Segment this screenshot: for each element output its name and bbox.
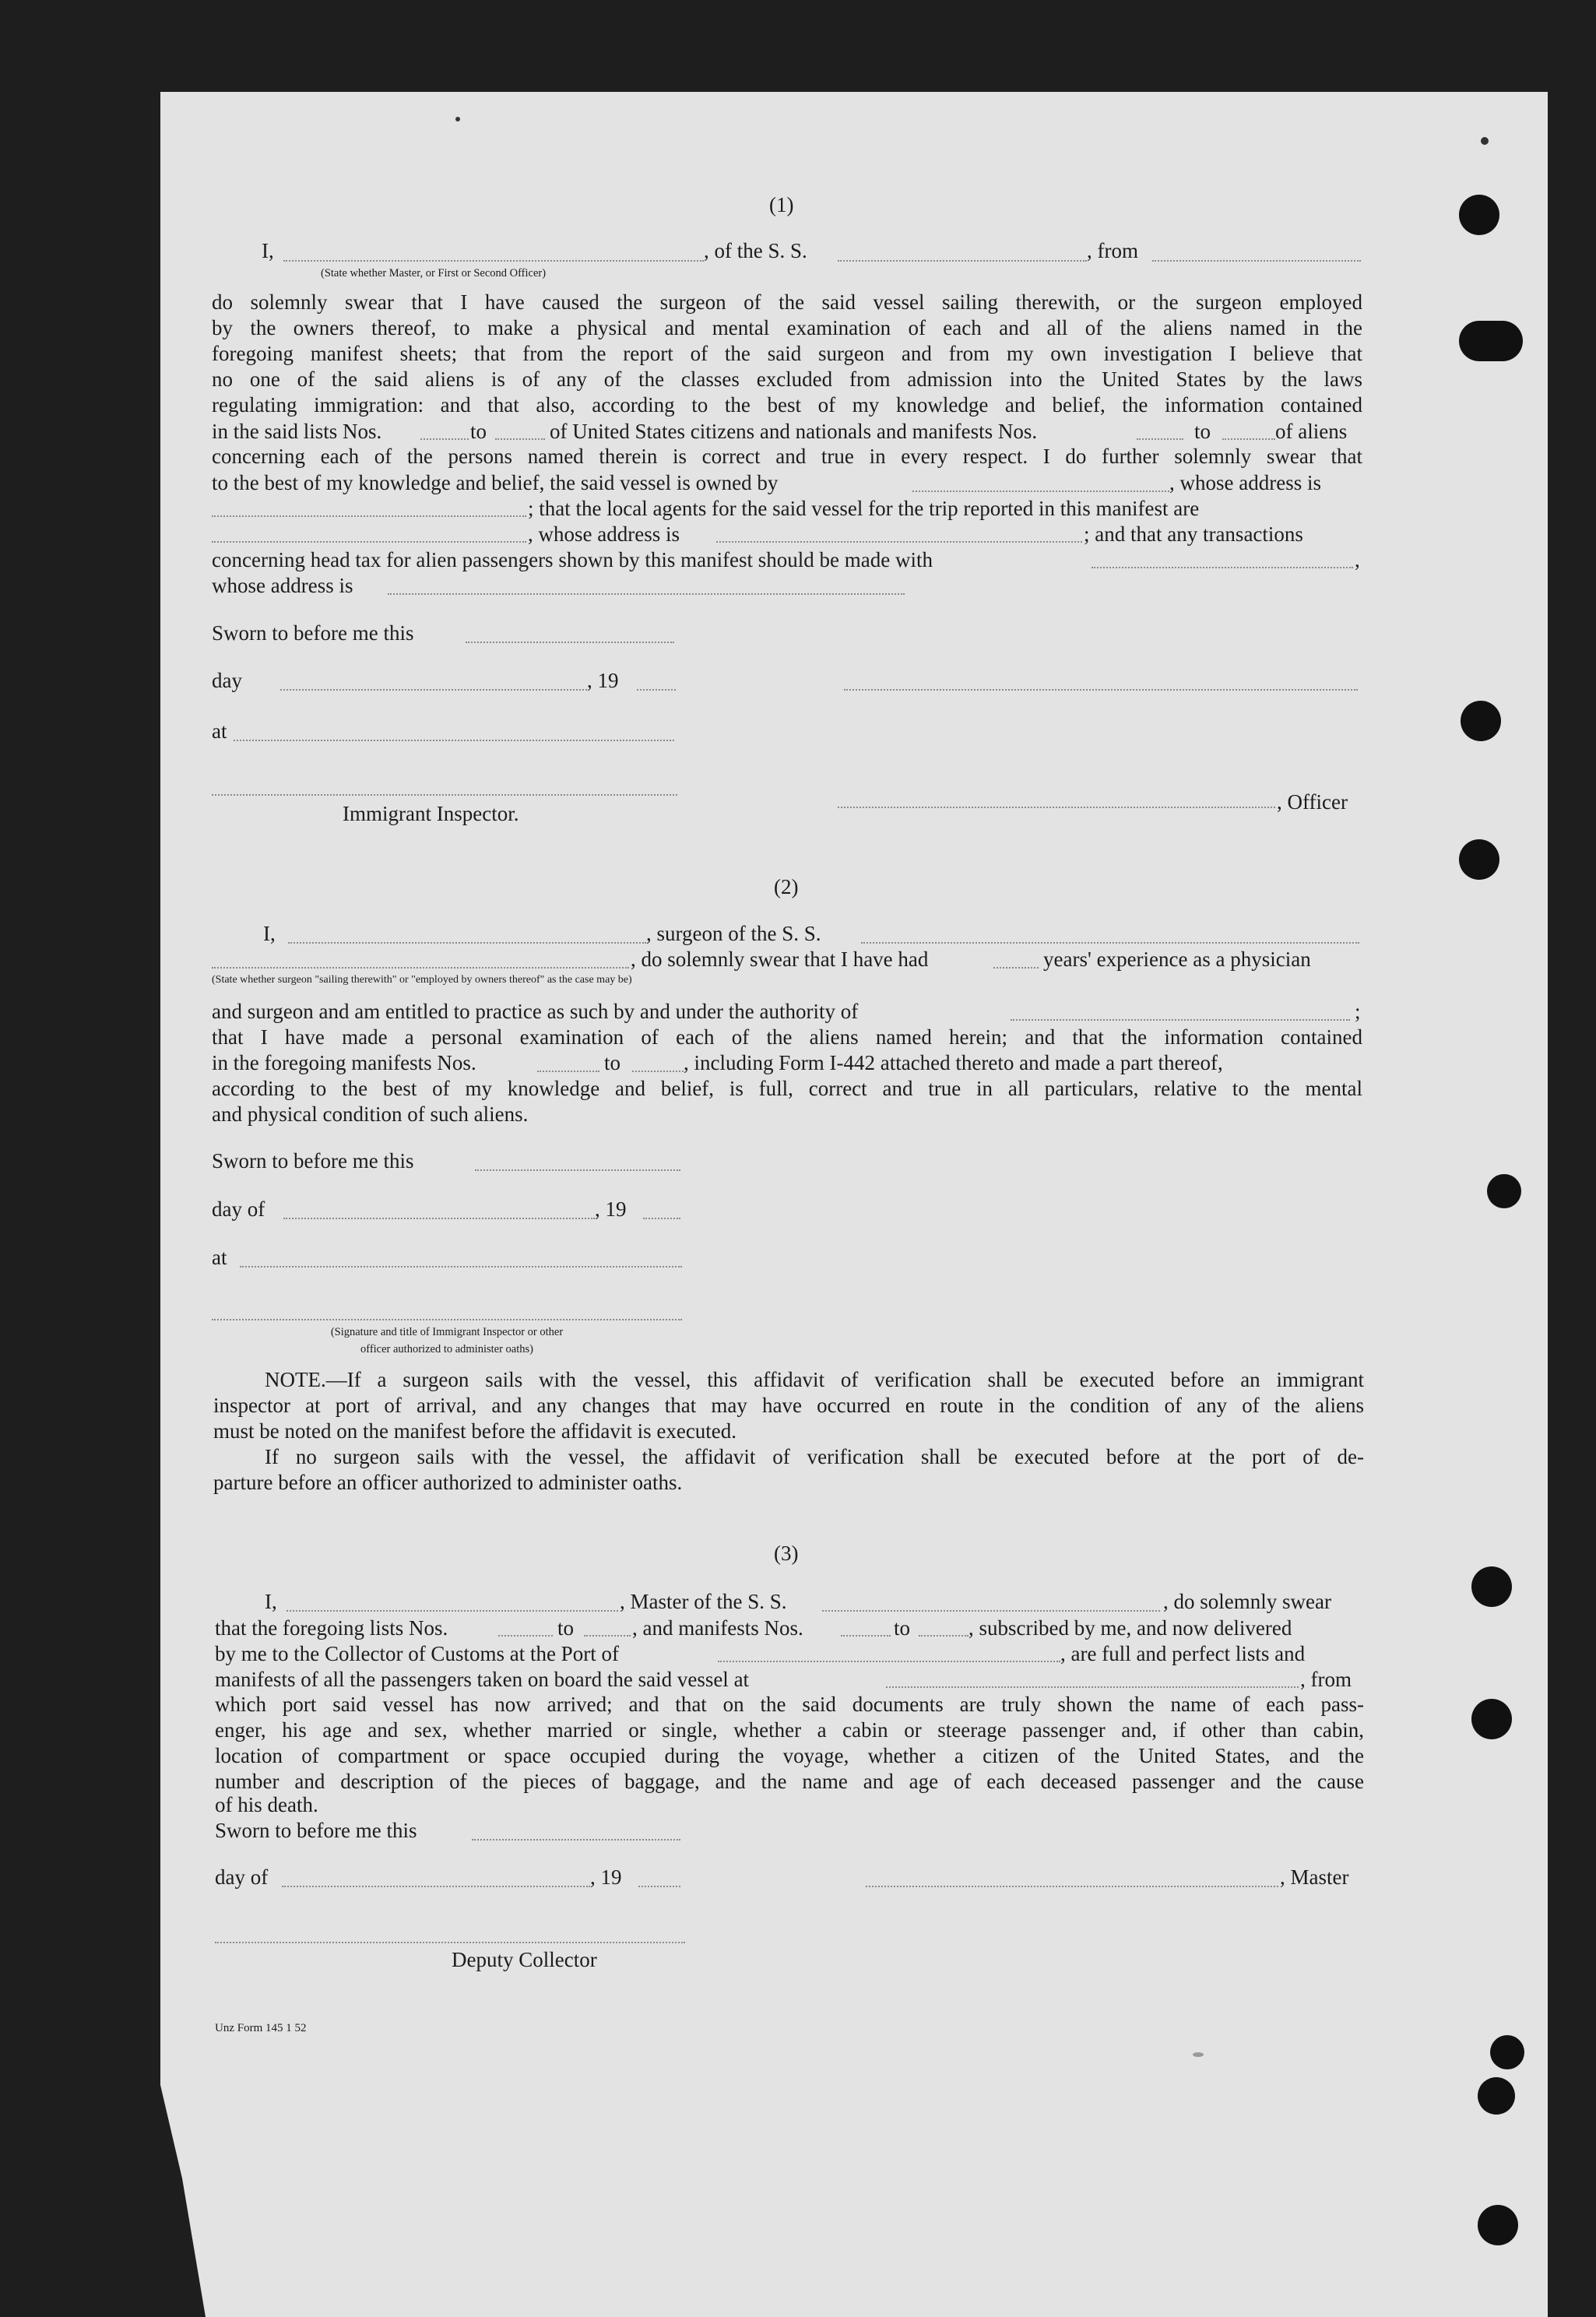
blank-year: [643, 1218, 680, 1219]
note-line-4: If no surgeon sails with the vessel, the affidavit of verification shall be executed before at the port of de-: [265, 1445, 1364, 1468]
note-line-1: NOTE.—If a surgeon sails with the vessel, this affidavit of verification shall be executed before an immigrant: [265, 1368, 1364, 1391]
blank-board-port: [886, 1686, 1299, 1688]
blank-master-signature: [866, 1886, 1278, 1887]
officer-label: , Officer: [1277, 790, 1348, 814]
speck: [1481, 137, 1489, 145]
blank-head-tax: [1092, 567, 1353, 568]
of-the-ss-label: , of the S. S.: [704, 239, 807, 262]
sworn-label: Sworn to before me this: [215, 1819, 417, 1842]
blank-agents: [212, 541, 526, 543]
and-manifests-label: , and manifests Nos.: [632, 1616, 803, 1640]
whose-address-label: whose address is: [212, 574, 353, 597]
s1-line-5: regulating immigration: and that also, according to the best of my knowledge and belief, the information contained: [212, 393, 1362, 417]
from-label: , from: [1300, 1668, 1352, 1691]
section-number-1: (1): [769, 193, 794, 216]
blank-head-tax-address: [388, 593, 905, 595]
from-label: , from: [1087, 239, 1138, 262]
to-label: to: [470, 420, 487, 443]
blank-s3-manifest-from: [841, 1635, 891, 1637]
blank-officer-name: [283, 260, 704, 262]
sworn-label: Sworn to before me this: [212, 1149, 414, 1173]
transactions-label: ; and that any transactions: [1084, 522, 1303, 546]
binder-hole: [1459, 195, 1499, 235]
blank-month: [280, 689, 587, 691]
intro-i: I,: [263, 922, 276, 945]
s3-line-1: which port said vessel has now arrived; and that on the said documents are truly shown the name of each pass-: [215, 1693, 1364, 1716]
binder-hole: [1471, 1699, 1512, 1739]
blank-surgeon-type: [212, 967, 629, 969]
blank-master-ship: [822, 1610, 1160, 1612]
binder-hole: [1459, 321, 1523, 361]
blank-inspector-signature: [212, 794, 677, 796]
officer-note: (State whether Master, or First or Second Officer): [321, 267, 547, 280]
to-label: to: [1194, 420, 1211, 443]
immigrant-inspector-label: Immigrant Inspector.: [343, 802, 519, 825]
blank-year: [638, 1886, 680, 1887]
blank-s3-list-from: [498, 1635, 553, 1637]
s2-line-2: and physical condition of such aliens.: [212, 1102, 529, 1126]
agents-address-label: , whose address is: [528, 522, 680, 546]
authority-semicolon: ;: [1355, 1000, 1361, 1023]
signature-note-1: (Signature and title of Immigrant Inspector or other: [330, 1326, 564, 1338]
day-of-label: day of: [212, 1197, 265, 1221]
blank-from-port: [1152, 260, 1361, 262]
authority-label: and surgeon and am entitled to practice as such by and under the authority of: [212, 1000, 859, 1023]
form-i442-label: , including Form I-442 attached thereto and made a part thereof,: [684, 1051, 1223, 1074]
s3-line-5: of his death.: [215, 1793, 318, 1816]
s2-examination: that I have made a personal examination of each of the aliens named herein; and that the information contained: [212, 1025, 1362, 1049]
binder-hole: [1459, 839, 1499, 880]
s3-line-2: enger, his age and sex, whether married or single, whether a cabin or steerage passenger and, if other than cabin,: [215, 1718, 1364, 1742]
year-19-label: , 19: [595, 1197, 627, 1221]
master-label: , Master: [1280, 1865, 1349, 1889]
blank-s3-list-to: [584, 1635, 631, 1637]
at-label: at: [212, 719, 227, 743]
binder-hole: [1461, 701, 1501, 741]
blank-port: [718, 1661, 1060, 1662]
owned-by-label: to the best of my knowledge and belief, the said vessel is owned by: [212, 471, 779, 494]
note-line-3: must be noted on the manifest before the affidavit is executed.: [213, 1419, 737, 1443]
speck: [455, 117, 460, 121]
deputy-collector-label: Deputy Collector: [452, 1948, 597, 1971]
speck: [1193, 2052, 1204, 2057]
blank-month: [283, 1218, 595, 1219]
blank-signature: [212, 1319, 682, 1320]
day-label: day: [212, 669, 242, 692]
blank-authority: [1011, 1019, 1350, 1021]
blank-owner-address: [212, 515, 526, 517]
s1-line-4: no one of the said aliens is of any of the classes excluded from admission into the United States by the laws: [212, 367, 1362, 391]
manifests-nos-label: in the foregoing manifests Nos.: [212, 1051, 476, 1074]
blank-years: [993, 967, 1039, 969]
form-number: Unz Form 145 1 52: [215, 2022, 307, 2034]
swear-had-label: , do solemnly swear that I have had: [631, 948, 929, 971]
blank-agents-address: [716, 541, 1082, 543]
s2-line-1: according to the best of my knowledge and belief, is full, correct and true in all particulars, relative to the mental: [212, 1077, 1362, 1100]
on-board-label: manifests of all the passengers taken on board the said vessel at: [215, 1668, 750, 1691]
blank-master-name: [287, 1610, 618, 1612]
blank-surgeon-name: [288, 942, 646, 944]
head-tax-comma: ,: [1355, 548, 1360, 571]
blank-right: [844, 689, 1358, 691]
blank-owner: [912, 490, 1169, 492]
blank-at: [234, 740, 674, 741]
at-label: at: [212, 1246, 227, 1269]
blank-s2-from: [537, 1071, 599, 1072]
binder-hole: [1478, 2077, 1515, 2115]
blank-list-to: [495, 438, 545, 440]
blank-s2-to: [632, 1071, 684, 1072]
blank-manifest-from: [1137, 438, 1183, 440]
do-swear-label: , do solemnly swear: [1163, 1590, 1331, 1613]
s1-concerning: concerning each of the persons named therein is correct and true in every respect. I do further solemnly swear that: [212, 445, 1362, 468]
intro-i: I,: [265, 1590, 277, 1613]
lists-nos-label: in the said lists Nos.: [212, 420, 382, 443]
whose-address-label: , whose address is: [1169, 471, 1321, 494]
blank-at: [240, 1266, 682, 1267]
note-line-2: inspector at port of arrival, and any changes that may have occurred en route in the condition of any of the aliens: [213, 1394, 1364, 1417]
day-of-label: day of: [215, 1865, 269, 1889]
s3-line-4: number and description of the pieces of baggage, and the name and age of each deceased passenger and the cause: [215, 1770, 1364, 1793]
surgeon-of-label: , surgeon of the S. S.: [646, 922, 821, 945]
year-19-label: , 19: [590, 1865, 622, 1889]
port-label: by me to the Collector of Customs at the Port of: [215, 1642, 619, 1665]
blank-list-from: [420, 438, 469, 440]
blank-sworn-day: [475, 1169, 680, 1171]
sworn-label: Sworn to before me this: [212, 621, 414, 645]
to-label: to: [557, 1616, 575, 1640]
blank-collector-signature: [215, 1942, 685, 1943]
blank-surgeon-ship: [861, 942, 1359, 944]
intro-i: I,: [262, 239, 274, 262]
full-perfect-label: , are full and perfect lists and: [1060, 1642, 1306, 1665]
s1-line-2: by the owners thereof, to make a physical and mental examination of each and all of the aliens named in the: [212, 316, 1362, 339]
lists-nos-label: that the foregoing lists Nos.: [215, 1616, 448, 1640]
s1-line-1: do solemnly swear that I have caused the surgeon of the said vessel sailing therewith, or the surgeon employed: [212, 290, 1362, 314]
local-agents-label: ; that the local agents for the said vessel for the trip reported in this manifest are: [528, 497, 1200, 520]
s1-line-3: foregoing manifest sheets; that from the report of the said surgeon and from my own investigation I believe that: [212, 342, 1362, 365]
blank-month: [282, 1886, 590, 1887]
to-label: to: [894, 1616, 911, 1640]
blank-sworn-day: [466, 642, 674, 643]
master-of-label: , Master of the S. S.: [620, 1590, 787, 1613]
to-label: to: [604, 1051, 621, 1074]
binder-hole: [1487, 1174, 1521, 1208]
s3-line-3: location of compartment or space occupied during the voyage, whether a citizen of the United States, and the: [215, 1744, 1364, 1767]
blank-officer-signature: [838, 807, 1275, 808]
note-line-5: parture before an officer authorized to administer oaths.: [213, 1471, 683, 1494]
citizens-manifests-label: of United States citizens and nationals and manifests Nos.: [550, 420, 1038, 443]
section-number-3: (3): [774, 1542, 799, 1565]
binder-hole: [1471, 1566, 1512, 1607]
blank-year: [637, 689, 676, 691]
section-number-2: (2): [774, 875, 799, 898]
blank-sworn-day: [472, 1839, 680, 1841]
of-aliens-label: of aliens: [1275, 420, 1348, 443]
blank-ship-name: [838, 260, 1087, 262]
head-tax-label: concerning head tax for alien passengers shown by this manifest should be made with: [212, 548, 933, 571]
binder-hole: [1490, 2035, 1524, 2069]
subscribed-label: , subscribed by me, and now delivered: [968, 1616, 1292, 1640]
blank-s3-manifest-to: [919, 1635, 968, 1637]
signature-note-2: officer authorized to administer oaths): [360, 1343, 533, 1355]
surgeon-note: (State whether surgeon "sailing therewith" or "employed by owners thereof" as the case may be): [212, 974, 632, 986]
years-experience-label: years' experience as a physician: [1043, 948, 1311, 971]
blank-manifest-to: [1222, 438, 1275, 440]
year-19-label: , 19: [587, 669, 619, 692]
binder-hole: [1478, 2205, 1518, 2245]
